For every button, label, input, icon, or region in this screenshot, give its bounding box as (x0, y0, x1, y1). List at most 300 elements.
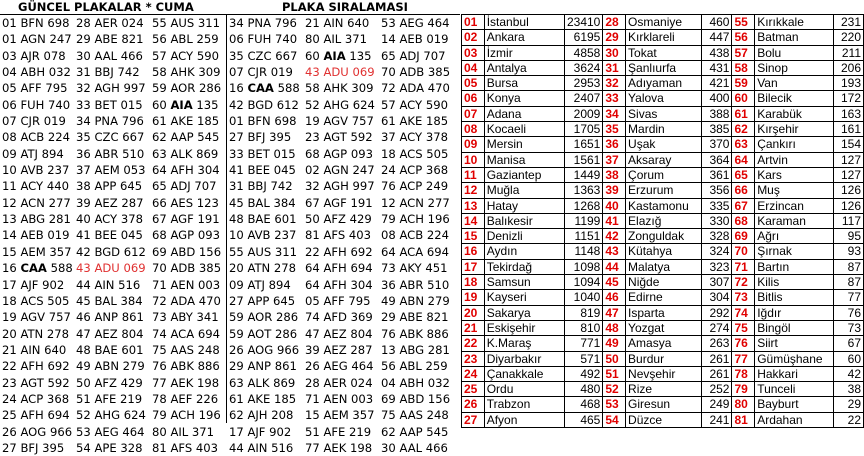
plate-cell: 20 ATN 278 (2, 326, 70, 341)
city-count: 252 (702, 382, 732, 397)
rank-number: 31 (603, 60, 626, 75)
rank-number: 14 (462, 213, 485, 228)
city-name: Karabük (755, 106, 834, 121)
city-count: 193 (833, 76, 863, 91)
plate-cell: 30 AAL 466 (381, 440, 448, 455)
city-count: 2953 (564, 76, 603, 91)
plate-cell: 40 ACY 378 (76, 212, 143, 227)
city-count: 1561 (564, 152, 603, 167)
plate-cell: 18 ACS 505 (2, 293, 70, 308)
rank-number: 74 (732, 305, 755, 320)
plate-cell: 72 ADA 470 (152, 293, 221, 308)
plate-cell: 24 ACP 368 (2, 391, 70, 406)
city-name: Siirt (755, 336, 834, 351)
city-count: 324 (702, 244, 732, 259)
plate-cell: 49 ABN 279 (76, 359, 145, 374)
plate-cell: 52 AHG 624 (305, 97, 375, 112)
city-name: Erzincan (755, 198, 834, 213)
city-count: 400 (702, 91, 732, 106)
city-count: 323 (702, 259, 732, 274)
plate-cell: 37 AEM 053 (76, 163, 146, 178)
city-name: Bartın (755, 259, 834, 274)
plate-cell: 02 AGN 247 (305, 163, 375, 178)
plate-cell: 53 AEG 464 (381, 16, 450, 30)
ranking-row (462, 382, 864, 397)
city-name: Muş (755, 183, 834, 198)
rank-number: 43 (603, 244, 626, 259)
plate-cell: 59 AOT 286 (229, 326, 298, 341)
city-count: 206 (833, 60, 863, 75)
city-name: Zonguldak (626, 229, 702, 244)
plate-cell: 12 ACN 277 (2, 195, 71, 210)
plate-cell: 75 AAS 248 (381, 408, 449, 423)
rank-number: 15 (462, 229, 485, 244)
plate-cell: 80 AIL 371 (152, 424, 215, 439)
city-name: K.Maraş (484, 336, 564, 351)
plate-cell: 55 AUS 311 (229, 244, 298, 259)
city-count: 67 (833, 336, 863, 351)
city-name: Kırklareli (626, 30, 702, 45)
plate-cell: 29 ANP 861 (229, 359, 297, 374)
rank-number: 04 (462, 60, 485, 75)
ranking-row (462, 76, 864, 91)
rank-number: 69 (732, 229, 755, 244)
plate-cell: 01 BFN 698 (229, 114, 297, 129)
plate-cell: 70 ADB 385 (152, 261, 222, 276)
rank-number: 80 (732, 397, 755, 412)
plate-cell: 57 ACY 590 (381, 97, 448, 112)
city-name: İstanbul (484, 15, 564, 30)
city-name: Balıkesir (484, 213, 564, 228)
plate-cell: 20 ATN 278 (229, 261, 297, 276)
plate-cell: 01 BFN 698 (2, 16, 70, 30)
plate-cell: 29 ABE 821 (381, 310, 449, 325)
rank-number: 29 (603, 30, 626, 45)
city-name: Osmaniye (626, 15, 702, 30)
rank-number: 17 (462, 259, 485, 274)
city-count: 249 (702, 397, 732, 412)
rank-number: 79 (732, 382, 755, 397)
rank-number: 63 (732, 137, 755, 152)
city-count: 3624 (564, 60, 603, 75)
rank-number: 71 (732, 259, 755, 274)
plate-cell: 79 ACH 196 (152, 408, 221, 423)
plate-cell: 51 AFE 219 (305, 424, 372, 439)
city-name: Edirne (626, 290, 702, 305)
city-name: Düzce (626, 412, 702, 427)
city-count: 76 (833, 305, 863, 320)
plate-cell: 74 AFD 369 (305, 310, 373, 325)
plate-cell: 33 BET 015 (76, 97, 143, 112)
city-count: 1199 (564, 213, 603, 228)
city-count: 241 (702, 412, 732, 427)
city-name: Konya (484, 91, 564, 106)
city-count: 220 (833, 30, 863, 45)
city-count: 307 (702, 275, 732, 290)
plate-cell: 75 AAS 248 (152, 342, 220, 357)
city-count: 438 (702, 45, 732, 60)
city-count: 328 (702, 229, 732, 244)
column-divider (226, 14, 227, 423)
plate-cell: 50 AFZ 429 (76, 375, 143, 390)
city-name: Şanlıurfa (626, 60, 702, 75)
rank-number: 62 (732, 122, 755, 137)
city-name: Isparta (626, 305, 702, 320)
plate-cell: 15 AEM 357 (2, 244, 72, 259)
city-name: Malatya (626, 259, 702, 274)
ranking-row (462, 183, 864, 198)
city-count: 77 (833, 290, 863, 305)
plate-cell: 59 AOR 286 (229, 310, 299, 325)
plate-cell: 29 ABE 821 (76, 32, 144, 47)
plate-cell: 19 AGV 757 (2, 310, 71, 325)
ranking-row (462, 290, 864, 305)
plate-cell: 23 AGT 592 (2, 375, 70, 390)
ranking-row (462, 366, 864, 381)
plate-cell: 61 AKE 185 (152, 114, 220, 129)
city-name: Bolu (755, 45, 834, 60)
plate-cell: 25 AFH 694 (2, 408, 70, 423)
city-name: Artvin (755, 152, 834, 167)
city-name: Trabzon (484, 397, 564, 412)
plate-cell: 27 BFJ 395 (229, 130, 292, 145)
plate-cell: 30 AAL 466 (76, 48, 143, 63)
city-name: Aydın (484, 244, 564, 259)
city-count: 127 (833, 167, 863, 182)
ranking-row (462, 60, 864, 75)
city-count: 571 (564, 351, 603, 366)
city-count: 117 (833, 213, 863, 228)
city-name: Sinop (755, 60, 834, 75)
plate-cell: 05 AFF 795 (2, 81, 68, 96)
plate-cell: 23 AGT 592 (305, 130, 373, 145)
city-count: 460 (702, 15, 732, 30)
rank-number: 54 (603, 412, 626, 427)
rank-number: 25 (462, 382, 485, 397)
city-count: 1705 (564, 122, 603, 137)
rank-number: 19 (462, 290, 485, 305)
city-count: 261 (702, 351, 732, 366)
rank-number: 33 (603, 91, 626, 106)
city-count: 263 (702, 336, 732, 351)
rank-number: 37 (603, 152, 626, 167)
plate-cell: 62 AAP 545 (152, 130, 220, 145)
rank-number: 70 (732, 244, 755, 259)
plate-cell: 65 ADJ 707 (381, 48, 446, 63)
rank-number: 65 (732, 167, 755, 182)
city-count: 1363 (564, 183, 603, 198)
plate-cell: 54 APE 328 (76, 440, 143, 455)
plate-cell: 62 AJH 208 (229, 408, 294, 423)
rank-number: 60 (732, 91, 755, 106)
city-count: 385 (702, 122, 732, 137)
ranking-row (462, 336, 864, 351)
city-count: 93 (833, 244, 863, 259)
plate-cell: 77 AEK 198 (152, 375, 220, 390)
ranking-row (462, 198, 864, 213)
plate-cell: 77 AEK 198 (305, 440, 373, 455)
plate-cell: 21 AIN 640 (305, 16, 370, 30)
ranking-row (462, 213, 864, 228)
city-count: 370 (702, 137, 732, 152)
city-name: Giresun (626, 397, 702, 412)
plate-cell: 14 AEB 019 (2, 228, 70, 243)
plate-cell: 48 BAE 601 (229, 212, 297, 227)
plate-cell: 03 AJR 078 (2, 48, 66, 63)
city-count: 261 (702, 366, 732, 381)
plate-cell: 56 ABL 259 (381, 359, 448, 374)
city-name: Mersin (484, 137, 564, 152)
city-count: 364 (702, 152, 732, 167)
city-name: Uşak (626, 137, 702, 152)
plate-cell: 63 ALK 869 (229, 375, 296, 390)
plate-cell: 52 AHG 624 (76, 408, 146, 423)
rank-number: 67 (732, 198, 755, 213)
rank-number: 21 (462, 320, 485, 335)
rank-number: 03 (462, 45, 485, 60)
city-count: 1094 (564, 275, 603, 290)
plate-cell: 60 AIA 135 (305, 48, 372, 63)
plate-cell: 33 BET 015 (229, 146, 296, 161)
rank-number: 39 (603, 183, 626, 198)
plate-cell: 45 BAL 384 (229, 195, 296, 210)
city-name: Van (755, 76, 834, 91)
city-name: İzmir (484, 45, 564, 60)
ranking-row (462, 122, 864, 137)
plate-cell: 57 ACY 590 (152, 48, 219, 63)
plate-cell: 64 AFH 694 (305, 261, 373, 276)
city-name: Aksaray (626, 152, 702, 167)
ranking-row (462, 351, 864, 366)
rank-number: 38 (603, 167, 626, 182)
plate-cell: 49 ABN 279 (381, 293, 450, 308)
plate-cell: 06 FUH 740 (229, 32, 298, 47)
plate-cell: 35 CZC 667 (229, 48, 298, 63)
plate-cell: 22 AFH 692 (2, 359, 70, 374)
rank-number: 09 (462, 137, 485, 152)
city-name: Ardahan (755, 412, 834, 427)
plate-cell: 61 AKE 185 (229, 391, 297, 406)
plate-cell: 45 BAL 384 (76, 293, 143, 308)
city-count: 161 (833, 122, 863, 137)
city-name: Ordu (484, 382, 564, 397)
plate-cell: 71 AEN 003 (152, 277, 221, 292)
plate-cell: 39 AEZ 287 (305, 342, 373, 357)
rank-number: 24 (462, 366, 485, 381)
rank-number: 23 (462, 351, 485, 366)
city-name: Burdur (626, 351, 702, 366)
rank-number: 30 (603, 45, 626, 60)
city-count: 1098 (564, 259, 603, 274)
rank-number: 68 (732, 213, 755, 228)
plate-cell: 81 AFS 403 (305, 228, 372, 243)
city-count: 23410 (564, 15, 603, 30)
plate-cell: 66 AES 123 (152, 195, 219, 210)
city-count: 29 (833, 397, 863, 412)
plate-cell: 42 BGD 612 (229, 97, 299, 112)
plate-cell: 48 BAE 601 (76, 342, 144, 357)
rank-number: 40 (603, 198, 626, 213)
plate-cell: 37 ACY 378 (381, 130, 448, 145)
city-name: Tokat (626, 45, 702, 60)
city-count: 335 (702, 198, 732, 213)
plate-cell: 28 AER 024 (305, 375, 373, 390)
plate-cell: 64 AFH 304 (152, 163, 220, 178)
city-count: 127 (833, 152, 863, 167)
city-count: 480 (564, 382, 603, 397)
rank-number: 56 (732, 30, 755, 45)
plate-cell: 26 AEG 464 (305, 359, 374, 374)
ranking-row (462, 106, 864, 121)
rank-number: 72 (732, 275, 755, 290)
plate-cell: 17 AJF 902 (2, 277, 65, 292)
city-name: Gaziantep (484, 167, 564, 182)
plate-cell: 72 ADA 470 (381, 81, 450, 96)
plate-cell: 14 AEB 019 (381, 32, 449, 47)
city-count: 356 (702, 183, 732, 198)
city-name: Kırşehir (755, 122, 834, 137)
city-name: Manisa (484, 152, 564, 167)
plate-cell: 16 CAA 588 (2, 261, 73, 276)
city-name: Antalya (484, 60, 564, 75)
rank-number: 64 (732, 152, 755, 167)
city-count: 87 (833, 259, 863, 274)
rank-number: 55 (732, 15, 755, 30)
plate-cell: 44 AIN 516 (229, 440, 294, 455)
city-count: 810 (564, 320, 603, 335)
plate-cell: 79 ACH 196 (381, 212, 450, 227)
rank-number: 01 (462, 15, 485, 30)
rank-number: 46 (603, 290, 626, 305)
city-name: Bingöl (755, 320, 834, 335)
plate-cell: 36 ABR 510 (76, 146, 145, 161)
rank-number: 45 (603, 275, 626, 290)
city-name: Tekirdağ (484, 259, 564, 274)
plate-cell: 19 AGV 757 (305, 114, 374, 129)
city-name: Gümüşhane (755, 351, 834, 366)
city-count: 163 (833, 106, 863, 121)
plate-cell: 27 APP 645 (229, 293, 296, 308)
rank-number: 49 (603, 336, 626, 351)
plate-cell: 69 ABD 156 (152, 244, 222, 259)
plate-cell: 34 PNA 796 (76, 114, 144, 129)
plate-cell: 80 AIL 371 (305, 32, 368, 47)
plate-cell: 09 ATJ 894 (229, 277, 291, 292)
ranking-row (462, 259, 864, 274)
rank-number: 51 (603, 366, 626, 381)
plate-cell: 65 ADJ 707 (152, 179, 217, 194)
plate-cell: 07 CJR 019 (2, 114, 66, 129)
plate-cell: 81 AFS 403 (152, 440, 219, 455)
plate-cell: 68 AGP 093 (305, 146, 373, 161)
city-count: 22 (833, 412, 863, 427)
city-name: Batman (755, 30, 834, 45)
rank-number: 27 (462, 412, 485, 427)
plate-cell: 58 AHK 309 (152, 65, 221, 80)
city-name: Kayseri (484, 290, 564, 305)
ranking-row (462, 152, 864, 167)
plate-cell: 42 BGD 612 (76, 244, 146, 259)
plate-cell: 04 ABH 032 (2, 65, 71, 80)
ranking-row (462, 45, 864, 60)
plate-cell: 35 CZC 667 (76, 130, 145, 145)
plate-cell: 12 ACN 277 (381, 195, 450, 210)
city-name: Diyarbakır (484, 351, 564, 366)
city-name: Muğla (484, 183, 564, 198)
rank-number: 57 (732, 45, 755, 60)
city-count: 304 (702, 290, 732, 305)
plate-cell: 17 AJF 902 (229, 424, 292, 439)
plate-cell: 41 BEE 045 (229, 163, 296, 178)
plate-cell: 22 AFH 692 (305, 244, 373, 259)
city-count: 468 (564, 397, 603, 412)
plate-cell: 73 ABY 341 (152, 310, 219, 325)
city-name: Denizli (484, 229, 564, 244)
plate-cell: 01 AGN 247 (2, 32, 72, 47)
rank-number: 77 (732, 351, 755, 366)
city-count: 330 (702, 213, 732, 228)
city-name: Bayburt (755, 397, 834, 412)
plate-cell: 44 AIN 516 (76, 277, 141, 292)
rank-number: 18 (462, 275, 485, 290)
rank-number: 48 (603, 320, 626, 335)
city-count: 771 (564, 336, 603, 351)
city-count: 2009 (564, 106, 603, 121)
ranking-row (462, 229, 864, 244)
ranking-table (461, 14, 864, 428)
rank-number: 59 (732, 76, 755, 91)
rank-number: 61 (732, 106, 755, 121)
city-name: Şırnak (755, 244, 834, 259)
plate-cell: 11 ACY 440 (2, 179, 69, 194)
rank-number: 52 (603, 382, 626, 397)
city-count: 1151 (564, 229, 603, 244)
plate-cell: 26 AOG 966 (229, 342, 300, 357)
city-name: Afyon (484, 412, 564, 427)
plate-cell: 46 ANP 861 (76, 310, 144, 325)
rank-number: 75 (732, 320, 755, 335)
rank-number: 66 (732, 183, 755, 198)
rank-number: 05 (462, 76, 485, 91)
rank-number: 32 (603, 76, 626, 91)
plate-cell: 76 ABK 886 (152, 359, 220, 374)
rank-number: 06 (462, 91, 485, 106)
city-count: 274 (702, 320, 732, 335)
plate-cell: 47 AEZ 804 (305, 326, 373, 341)
ranking-row (462, 244, 864, 259)
ranking-row (462, 15, 864, 30)
city-count: 819 (564, 305, 603, 320)
rank-number: 34 (603, 106, 626, 121)
city-name: Çanakkale (484, 366, 564, 381)
ranking-row (462, 167, 864, 182)
city-name: Niğde (626, 275, 702, 290)
plate-cell: 53 AEG 464 (76, 424, 145, 439)
plate-cell: 59 AOR 286 (152, 81, 222, 96)
city-name: Mardin (626, 122, 702, 137)
ranking-row (462, 275, 864, 290)
city-count: 60 (833, 351, 863, 366)
plate-cell: 38 APP 645 (76, 179, 143, 194)
plate-cell: 06 FUH 740 (2, 97, 71, 112)
city-count: 42 (833, 366, 863, 381)
rank-number: 11 (462, 167, 485, 182)
city-name: Bursa (484, 76, 564, 91)
rank-number: 58 (732, 60, 755, 75)
rank-number: 22 (462, 336, 485, 351)
city-name: Bilecik (755, 91, 834, 106)
city-count: 211 (833, 45, 863, 60)
